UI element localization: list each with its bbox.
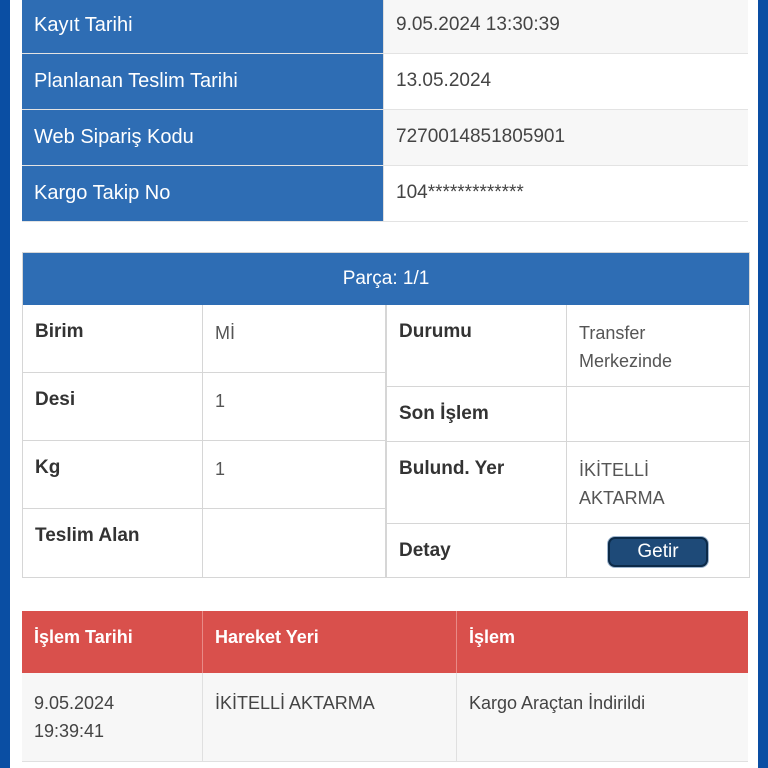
info-label: Web Sipariş Kodu: [22, 110, 384, 165]
movement-time: 19:39:41: [34, 721, 105, 741]
parca-row-son-islem: [387, 387, 749, 442]
info-row-kayit-tarihi: [22, 0, 748, 54]
info-value: 7270014851805901: [384, 110, 748, 165]
parca-value: 1: [215, 459, 226, 479]
movement-place: İKİTELLİ AKTARMA: [203, 673, 457, 761]
page: [10, 0, 758, 768]
info-value: 13.05.2024: [384, 54, 748, 109]
parca-panel: [22, 252, 750, 578]
parca-label: Teslim Alan: [23, 509, 203, 577]
parca-left-column: [23, 305, 385, 577]
parca-row-kg: [23, 441, 385, 509]
movement-datetime: [22, 673, 203, 761]
parca-row-teslim-alan: [23, 509, 385, 577]
parca-row-birim: [23, 305, 385, 373]
movement-action: Kargo Araçtan İndirildi: [469, 693, 646, 713]
parca-label: Detay: [387, 524, 567, 577]
parca-value: Transfer Merkezinde: [579, 323, 673, 371]
movements-header: [22, 611, 748, 673]
parca-row-desi: [23, 373, 385, 441]
parca-label: Durumu: [387, 305, 567, 386]
info-label: Kargo Takip No: [22, 166, 384, 221]
parca-label: Birim: [23, 305, 203, 372]
parca-title: Parça: 1/1: [23, 253, 749, 305]
parca-label: Desi: [23, 373, 203, 440]
header-islem: İşlem: [469, 627, 516, 647]
parca-value: Mİ: [215, 323, 235, 343]
parca-value: [203, 509, 385, 577]
parca-row-durumu: [387, 305, 749, 387]
parca-label: Kg: [23, 441, 203, 508]
parca-value: [567, 387, 749, 441]
header-islem-tarihi: İşlem Tarihi: [22, 611, 203, 673]
info-row-web-siparis-kodu: [22, 110, 748, 166]
info-label: Kayıt Tarihi: [22, 0, 384, 53]
movement-date: 9.05.2024: [34, 693, 115, 713]
info-row-kargo-takip-no: [22, 166, 748, 222]
parca-value: 1: [215, 391, 226, 411]
info-row-planlanan-teslim: [22, 54, 748, 110]
info-value: 104*************: [384, 166, 748, 221]
header-hareket-yeri: Hareket Yeri: [203, 611, 457, 673]
parca-right-column: [385, 305, 749, 577]
parca-value: İKİTELLİ AKTARMA: [579, 460, 665, 508]
info-value: 9.05.2024 13:30:39: [384, 0, 748, 53]
parca-label: Son İşlem: [387, 387, 567, 441]
parca-row-bulund-yer: [387, 442, 749, 524]
movements-table: [22, 611, 748, 762]
shipment-info-table: [22, 0, 748, 222]
parca-label: Bulund. Yer: [387, 442, 567, 523]
info-label: Planlanan Teslim Tarihi: [22, 54, 384, 109]
getir-button[interactable]: Getir: [610, 539, 706, 565]
parca-value: [567, 524, 749, 577]
parca-row-detay: [387, 524, 749, 577]
table-row: [22, 673, 748, 762]
